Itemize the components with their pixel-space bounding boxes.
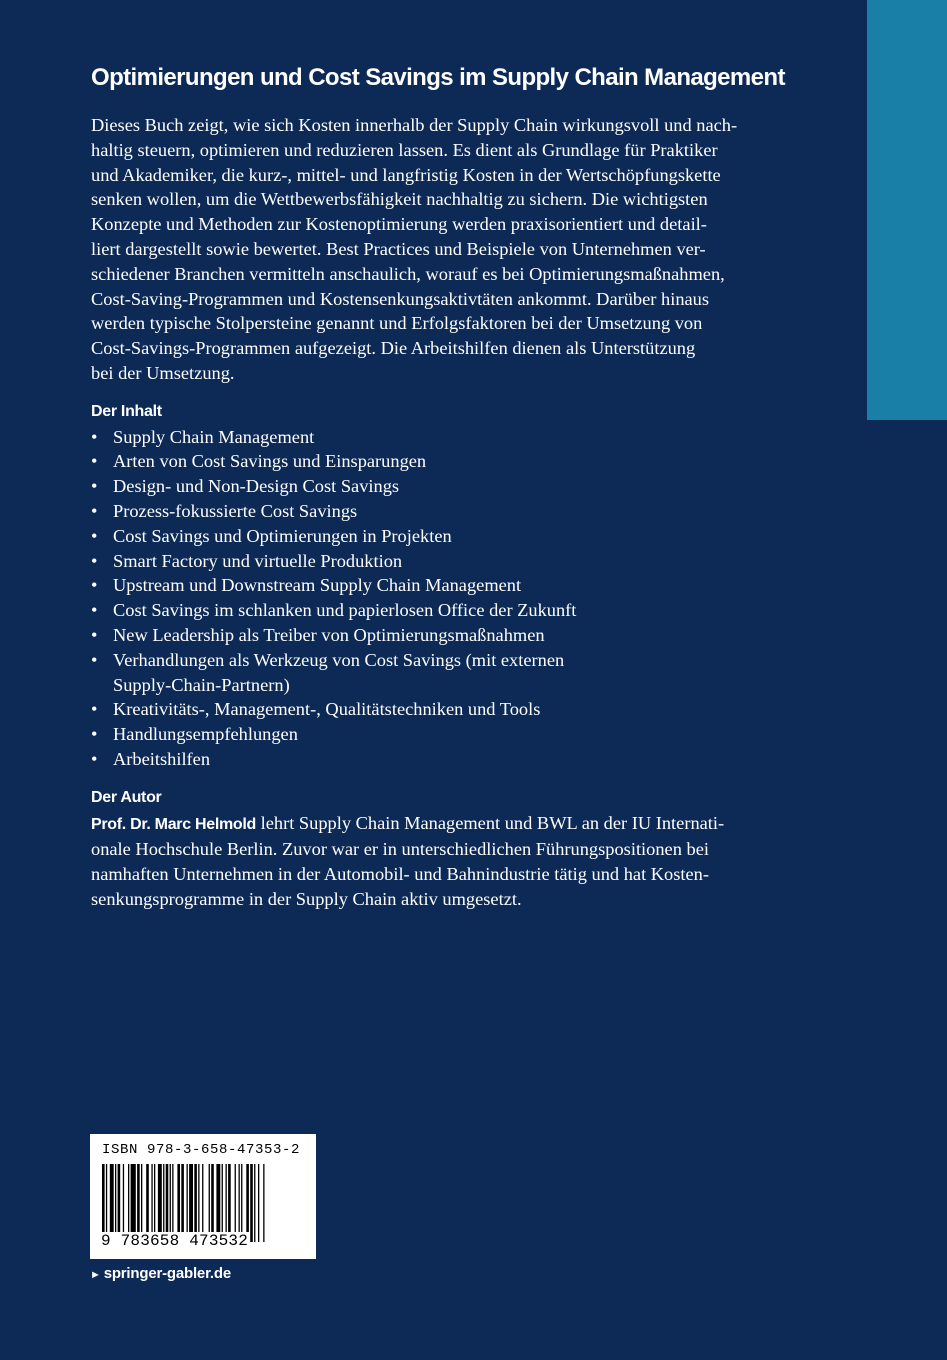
publisher-link[interactable] — [90, 1265, 231, 1282]
author-name: Prof. Dr. Marc Helmold — [91, 815, 256, 833]
list-item: • Kreativitäts-, Management-, Qualitätstechniken und Tools — [91, 697, 767, 722]
arrow-icon: ► — [90, 1269, 101, 1281]
list-item: • Arten von Cost Savings und Einsparungen — [91, 449, 767, 474]
isbn-barcode — [90, 1134, 316, 1259]
barcode-bar — [177, 1164, 180, 1242]
barcode-bar — [128, 1164, 129, 1242]
author-bio-line: onale Hochschule Berlin. Zuvor war er in unterschiedlichen Führungspositionen bei — [91, 839, 709, 860]
publisher-url: springer-gabler.de — [103, 1265, 231, 1282]
blurb-line: senken wollen, um die Wettbewerbsfähigkeit nachhaltig zu sichern. Die wichtigsten — [91, 189, 708, 210]
barcode-bar — [263, 1164, 264, 1242]
accent-bar — [867, 0, 947, 420]
barcode-bar — [202, 1164, 203, 1242]
barcode-bar — [137, 1164, 140, 1242]
blurb-line: Cost-Saving-Programmen und Kostensenkungsaktivtäten ankommt. Darüber hinaus — [91, 288, 710, 309]
book-title: Optimierungen und Cost Savings im Supply Chain Management — [91, 64, 785, 91]
blurb-line: liert dargestellt sowie bewertet. Best Practices und Beispiele von Unternehmen ver- — [91, 238, 706, 259]
bullet-icon: • — [91, 600, 98, 621]
barcode-bar — [187, 1164, 188, 1242]
list-item: • Arbeitshilfen — [91, 747, 767, 772]
blurb-line: haltig steuern, optimieren und reduzieren lassen. Es dient als Grundlage für Praktiker — [91, 139, 718, 160]
barcode-bar — [211, 1164, 214, 1242]
blurb-line: schiedener Branchen vermitteln anschaulich, worauf es bei Optimierungsmaßnahmen, — [91, 263, 725, 284]
barcode-bar — [141, 1164, 142, 1242]
author-bio-line: senkungsprogramme in der Supply Chain aktiv umgesetzt. — [91, 888, 522, 909]
isbn-label: ISBN 978-3-658-47353-2 — [102, 1142, 301, 1158]
bullet-icon: • — [91, 476, 98, 497]
barcode-bar — [102, 1164, 105, 1242]
list-item: • Cost Savings im schlanken und papierlosen Office der Zukunft — [91, 598, 767, 623]
list-item: • Upstream und Downstream Supply Chain Management — [91, 573, 767, 598]
barcode-bar — [154, 1164, 155, 1242]
bullet-icon: • — [91, 426, 98, 447]
barcode-bar — [241, 1164, 242, 1242]
barcode-bar — [239, 1164, 240, 1242]
list-item: • Design- und Non-Design Cost Savings — [91, 474, 767, 499]
author-bio: Prof. Dr. Marc Helmold lehrt Supply Chain Management und BWL an der IU Internati- onale Hochschule Berlin. Zuvor war er in unterschiedlichen Führungspositionen bei namhaften Unternehmen in der Automobil- und Bahnindustrie tätig und hat Kosten- senkungsprogramme in der Supply Chain aktiv umgesetzt. — [91, 812, 725, 909]
list-item: • Verhandlungen als Werkzeug von Cost Savings (mit externen Supply-Chain-Partnern) — [91, 649, 565, 695]
barcode-bar — [189, 1164, 193, 1242]
blurb-line: Cost-Savings-Programmen aufgezeigt. Die Arbeitshilfen dienen als Unterstützung — [91, 338, 696, 359]
barcode-bar — [172, 1164, 173, 1242]
barcode-bar — [118, 1164, 121, 1242]
barcode-bar — [123, 1164, 124, 1242]
list-item: • New Leadership als Treiber von Optimierungsmaßnahmen — [91, 623, 767, 648]
bullet-icon: • — [91, 649, 98, 670]
author-bio-line: namhaften Unternehmen in der Automobil- und Bahnindustrie tätig und hat Kosten- — [91, 864, 709, 885]
barcode-bar — [246, 1164, 249, 1242]
barcode-bar — [158, 1164, 162, 1242]
barcode-bar — [194, 1164, 197, 1242]
bullet-icon: • — [91, 624, 98, 645]
barcode-bar — [198, 1164, 199, 1242]
blurb-line: werden typische Stolpersteine genannt und Erfolgsfaktoren bei der Umsetzung von — [91, 313, 703, 334]
barcode-digits: 9 783658 473532 — [101, 1232, 249, 1250]
barcode-bar — [163, 1164, 164, 1242]
author-heading: Der Autor — [91, 788, 162, 806]
barcode-bar — [115, 1164, 116, 1242]
barcode-bar — [216, 1164, 220, 1242]
barcode-bar — [110, 1164, 114, 1242]
barcode-bar — [181, 1164, 184, 1242]
list-item: • Handlungsempfehlungen — [91, 722, 767, 747]
blurb-line: und Akademiker, die kurz-, mittel- und langfristig Kosten in der Wertschöpfungskette — [91, 164, 721, 185]
blurb-line: Konzepte und Methoden zur Kostenoptimierung werden praxisorientiert und detail- — [91, 214, 707, 235]
contents-heading: Der Inhalt — [91, 402, 162, 420]
barcode-bar — [228, 1164, 231, 1242]
bullet-icon: • — [91, 525, 98, 546]
list-item: • Cost Savings und Optimierungen in Projekten — [91, 524, 767, 549]
list-item: • Smart Factory und virtuelle Produktion — [91, 549, 767, 574]
list-item: • Prozess-fokussierte Cost Savings — [91, 499, 767, 524]
bullet-icon: • — [91, 550, 98, 571]
barcode-bar — [222, 1164, 223, 1242]
barcode-bar — [250, 1164, 253, 1242]
barcode-bar — [151, 1164, 152, 1242]
bullet-icon: • — [91, 724, 98, 745]
barcode-bar — [131, 1164, 136, 1242]
barcode-bar — [106, 1164, 107, 1242]
barcode-bar — [170, 1164, 171, 1242]
back-cover-content — [91, 58, 785, 912]
barcode-bar — [235, 1164, 236, 1242]
contents-list — [91, 425, 767, 772]
barcode-bar — [166, 1164, 169, 1242]
barcode-bar — [209, 1164, 210, 1242]
barcode-bar — [254, 1164, 255, 1242]
barcode-bar — [146, 1164, 149, 1242]
bullet-icon: • — [91, 699, 98, 720]
blurb-line: Dieses Buch zeigt, wie sich Kosten innerhalb der Supply Chain wirkungsvoll und nach- — [91, 115, 738, 135]
barcode-bar — [258, 1164, 259, 1242]
bullet-icon: • — [91, 748, 98, 769]
barcode-bar — [226, 1164, 227, 1242]
list-item: • Supply Chain Management — [91, 425, 767, 450]
bullet-icon: • — [91, 575, 98, 596]
bullet-icon: • — [91, 451, 98, 472]
blurb-paragraph — [91, 113, 767, 386]
blurb-line: bei der Umsetzung. — [91, 362, 235, 383]
bullet-icon: • — [91, 500, 98, 521]
